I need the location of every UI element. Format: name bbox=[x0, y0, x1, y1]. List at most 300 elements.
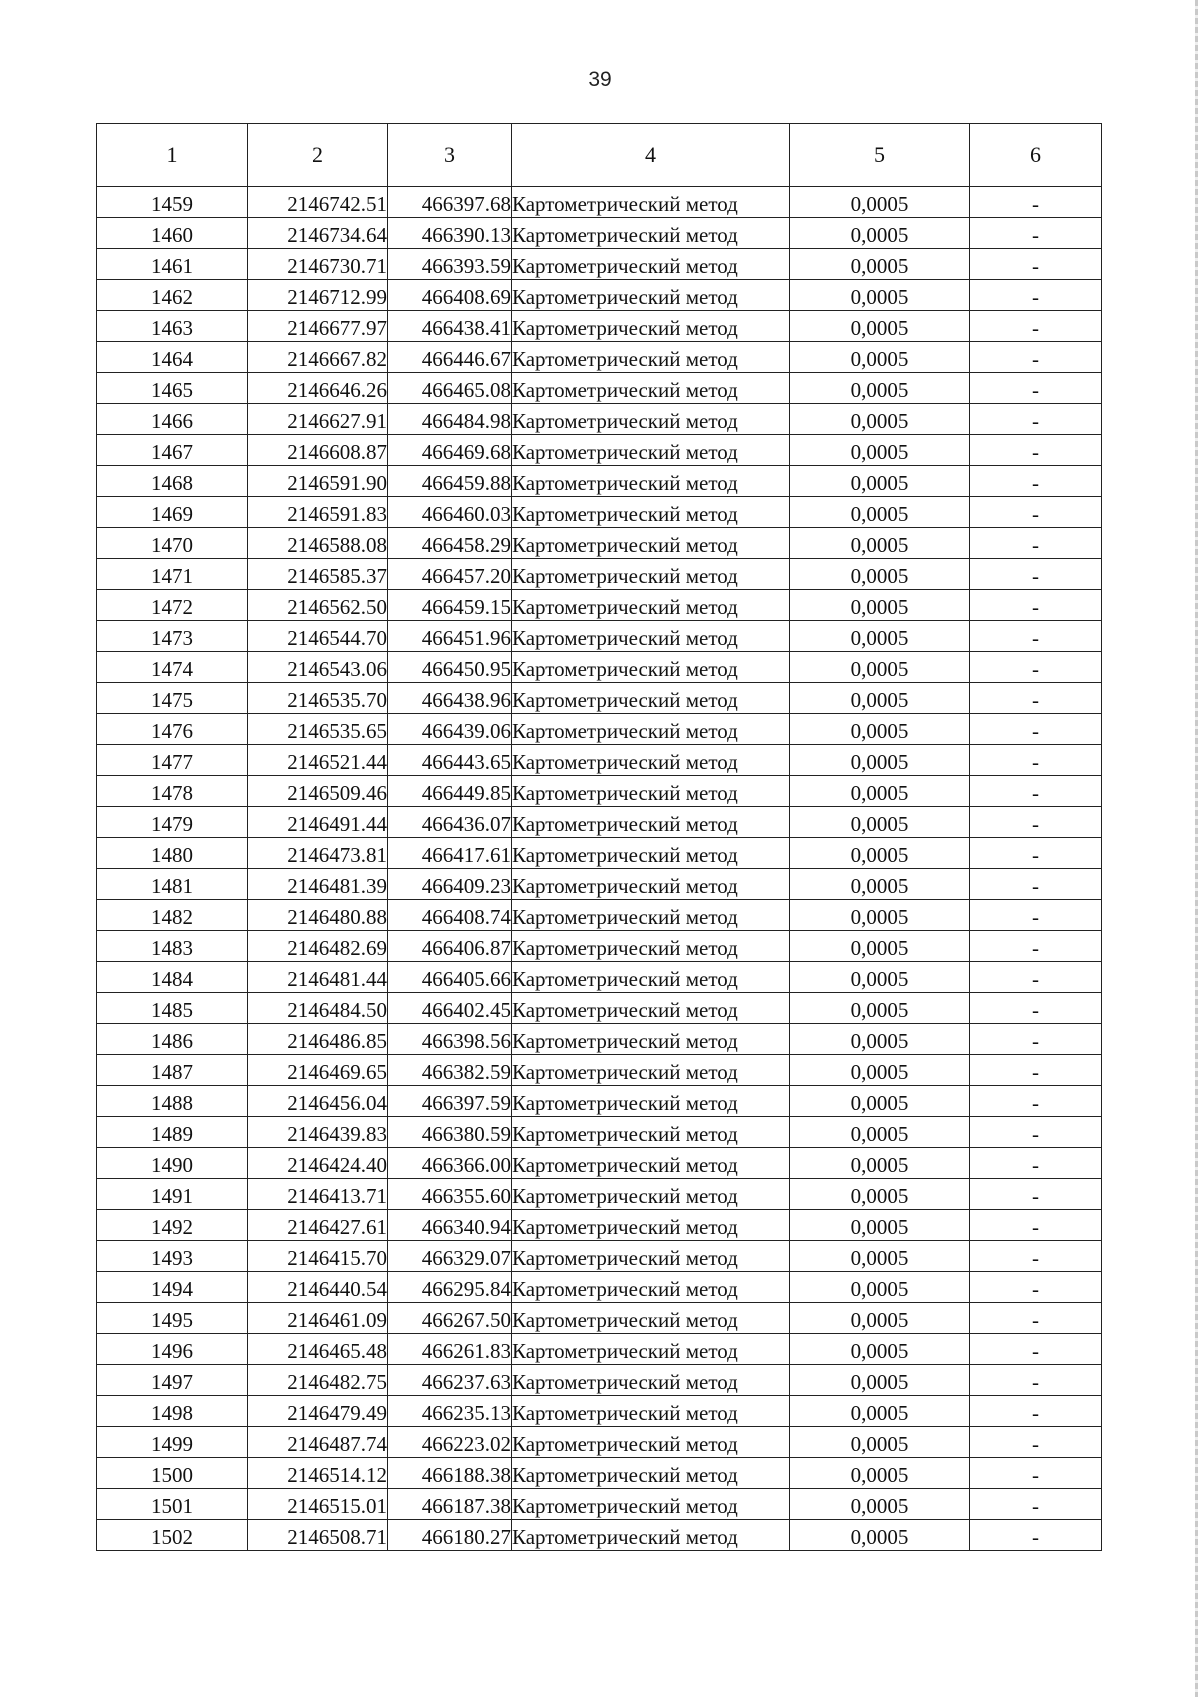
y-coordinate-cell: 466397.68 bbox=[388, 187, 512, 218]
point-number-cell: 1474 bbox=[97, 652, 248, 683]
table-row bbox=[97, 714, 1102, 745]
note-cell: - bbox=[970, 1303, 1102, 1334]
note-cell: - bbox=[970, 218, 1102, 249]
y-coordinate-cell: 466484.98 bbox=[388, 404, 512, 435]
table-row bbox=[97, 466, 1102, 497]
point-number-cell: 1472 bbox=[97, 590, 248, 621]
point-number-cell: 1459 bbox=[97, 187, 248, 218]
note-cell: - bbox=[970, 652, 1102, 683]
accuracy-cell: 0,0005 bbox=[790, 404, 970, 435]
table-row bbox=[97, 1272, 1102, 1303]
point-number-cell: 1470 bbox=[97, 528, 248, 559]
method-cell: Картометрический метод bbox=[512, 1024, 790, 1055]
method-cell: Картометрический метод bbox=[512, 1303, 790, 1334]
method-cell: Картометрический метод bbox=[512, 497, 790, 528]
x-coordinate-cell: 2146591.83 bbox=[248, 497, 388, 528]
table-row bbox=[97, 249, 1102, 280]
table-body bbox=[97, 187, 1102, 1551]
point-number-cell: 1475 bbox=[97, 683, 248, 714]
y-coordinate-cell: 466449.85 bbox=[388, 776, 512, 807]
method-cell: Картометрический метод bbox=[512, 1272, 790, 1303]
x-coordinate-cell: 2146469.65 bbox=[248, 1055, 388, 1086]
accuracy-cell: 0,0005 bbox=[790, 528, 970, 559]
table-row bbox=[97, 435, 1102, 466]
method-cell: Картометрический метод bbox=[512, 373, 790, 404]
method-cell: Картометрический метод bbox=[512, 652, 790, 683]
x-coordinate-cell: 2146461.09 bbox=[248, 1303, 388, 1334]
y-coordinate-cell: 466460.03 bbox=[388, 497, 512, 528]
x-coordinate-cell: 2146667.82 bbox=[248, 342, 388, 373]
table-row bbox=[97, 311, 1102, 342]
x-coordinate-cell: 2146521.44 bbox=[248, 745, 388, 776]
x-coordinate-cell: 2146677.97 bbox=[248, 311, 388, 342]
note-cell: - bbox=[970, 497, 1102, 528]
note-cell: - bbox=[970, 869, 1102, 900]
y-coordinate-cell: 466295.84 bbox=[388, 1272, 512, 1303]
note-cell: - bbox=[970, 404, 1102, 435]
note-cell: - bbox=[970, 1458, 1102, 1489]
y-coordinate-cell: 466469.68 bbox=[388, 435, 512, 466]
x-coordinate-cell: 2146424.40 bbox=[248, 1148, 388, 1179]
x-coordinate-cell: 2146413.71 bbox=[248, 1179, 388, 1210]
x-coordinate-cell: 2146487.74 bbox=[248, 1427, 388, 1458]
table-row bbox=[97, 1117, 1102, 1148]
point-number-cell: 1495 bbox=[97, 1303, 248, 1334]
point-number-cell: 1498 bbox=[97, 1396, 248, 1427]
method-cell: Картометрический метод bbox=[512, 1520, 790, 1551]
point-number-cell: 1480 bbox=[97, 838, 248, 869]
y-coordinate-cell: 466408.74 bbox=[388, 900, 512, 931]
table-row bbox=[97, 1024, 1102, 1055]
x-coordinate-cell: 2146486.85 bbox=[248, 1024, 388, 1055]
x-coordinate-cell: 2146608.87 bbox=[248, 435, 388, 466]
table-row bbox=[97, 497, 1102, 528]
accuracy-cell: 0,0005 bbox=[790, 714, 970, 745]
y-coordinate-cell: 466397.59 bbox=[388, 1086, 512, 1117]
accuracy-cell: 0,0005 bbox=[790, 497, 970, 528]
accuracy-cell: 0,0005 bbox=[790, 466, 970, 497]
x-coordinate-cell: 2146535.65 bbox=[248, 714, 388, 745]
point-number-cell: 1499 bbox=[97, 1427, 248, 1458]
table-row bbox=[97, 838, 1102, 869]
y-coordinate-cell: 466180.27 bbox=[388, 1520, 512, 1551]
accuracy-cell: 0,0005 bbox=[790, 962, 970, 993]
method-cell: Картометрический метод bbox=[512, 218, 790, 249]
accuracy-cell: 0,0005 bbox=[790, 1148, 970, 1179]
method-cell: Картометрический метод bbox=[512, 249, 790, 280]
accuracy-cell: 0,0005 bbox=[790, 373, 970, 404]
accuracy-cell: 0,0005 bbox=[790, 187, 970, 218]
method-cell: Картометрический метод bbox=[512, 869, 790, 900]
x-coordinate-cell: 2146508.71 bbox=[248, 1520, 388, 1551]
note-cell: - bbox=[970, 249, 1102, 280]
note-cell: - bbox=[970, 993, 1102, 1024]
accuracy-cell: 0,0005 bbox=[790, 249, 970, 280]
point-number-cell: 1497 bbox=[97, 1365, 248, 1396]
table-row bbox=[97, 1241, 1102, 1272]
point-number-cell: 1469 bbox=[97, 497, 248, 528]
method-cell: Картометрический метод bbox=[512, 745, 790, 776]
point-number-cell: 1491 bbox=[97, 1179, 248, 1210]
point-number-cell: 1465 bbox=[97, 373, 248, 404]
x-coordinate-cell: 2146627.91 bbox=[248, 404, 388, 435]
note-cell: - bbox=[970, 590, 1102, 621]
table-row bbox=[97, 404, 1102, 435]
table-row bbox=[97, 745, 1102, 776]
y-coordinate-cell: 466187.38 bbox=[388, 1489, 512, 1520]
x-coordinate-cell: 2146440.54 bbox=[248, 1272, 388, 1303]
y-coordinate-cell: 466446.67 bbox=[388, 342, 512, 373]
point-number-cell: 1473 bbox=[97, 621, 248, 652]
accuracy-cell: 0,0005 bbox=[790, 838, 970, 869]
note-cell: - bbox=[970, 1179, 1102, 1210]
table-row bbox=[97, 1396, 1102, 1427]
note-cell: - bbox=[970, 807, 1102, 838]
y-coordinate-cell: 466390.13 bbox=[388, 218, 512, 249]
point-number-cell: 1467 bbox=[97, 435, 248, 466]
accuracy-cell: 0,0005 bbox=[790, 1210, 970, 1241]
point-number-cell: 1487 bbox=[97, 1055, 248, 1086]
accuracy-cell: 0,0005 bbox=[790, 435, 970, 466]
x-coordinate-cell: 2146585.37 bbox=[248, 559, 388, 590]
point-number-cell: 1488 bbox=[97, 1086, 248, 1117]
accuracy-cell: 0,0005 bbox=[790, 1365, 970, 1396]
method-cell: Картометрический метод bbox=[512, 1489, 790, 1520]
method-cell: Картометрический метод bbox=[512, 1334, 790, 1365]
note-cell: - bbox=[970, 1210, 1102, 1241]
point-number-cell: 1492 bbox=[97, 1210, 248, 1241]
table-row bbox=[97, 1458, 1102, 1489]
y-coordinate-cell: 466235.13 bbox=[388, 1396, 512, 1427]
x-coordinate-cell: 2146481.44 bbox=[248, 962, 388, 993]
y-coordinate-cell: 466450.95 bbox=[388, 652, 512, 683]
table-row bbox=[97, 807, 1102, 838]
note-cell: - bbox=[970, 1055, 1102, 1086]
x-coordinate-cell: 2146514.12 bbox=[248, 1458, 388, 1489]
note-cell: - bbox=[970, 311, 1102, 342]
y-coordinate-cell: 466398.56 bbox=[388, 1024, 512, 1055]
point-number-cell: 1486 bbox=[97, 1024, 248, 1055]
y-coordinate-cell: 466436.07 bbox=[388, 807, 512, 838]
y-coordinate-cell: 466459.15 bbox=[388, 590, 512, 621]
table-row bbox=[97, 1365, 1102, 1396]
point-number-cell: 1464 bbox=[97, 342, 248, 373]
accuracy-cell: 0,0005 bbox=[790, 621, 970, 652]
method-cell: Картометрический метод bbox=[512, 1117, 790, 1148]
point-number-cell: 1463 bbox=[97, 311, 248, 342]
method-cell: Картометрический метод bbox=[512, 1086, 790, 1117]
x-coordinate-cell: 2146439.83 bbox=[248, 1117, 388, 1148]
note-cell: - bbox=[970, 435, 1102, 466]
y-coordinate-cell: 466438.96 bbox=[388, 683, 512, 714]
accuracy-cell: 0,0005 bbox=[790, 683, 970, 714]
method-cell: Картометрический метод bbox=[512, 962, 790, 993]
x-coordinate-cell: 2146482.75 bbox=[248, 1365, 388, 1396]
note-cell: - bbox=[970, 776, 1102, 807]
note-cell: - bbox=[970, 280, 1102, 311]
accuracy-cell: 0,0005 bbox=[790, 1024, 970, 1055]
accuracy-cell: 0,0005 bbox=[790, 652, 970, 683]
point-number-cell: 1477 bbox=[97, 745, 248, 776]
point-number-cell: 1468 bbox=[97, 466, 248, 497]
point-number-cell: 1482 bbox=[97, 900, 248, 931]
table-row bbox=[97, 962, 1102, 993]
accuracy-cell: 0,0005 bbox=[790, 1520, 970, 1551]
y-coordinate-cell: 466380.59 bbox=[388, 1117, 512, 1148]
note-cell: - bbox=[970, 528, 1102, 559]
table-row bbox=[97, 342, 1102, 373]
y-coordinate-cell: 466439.06 bbox=[388, 714, 512, 745]
method-cell: Картометрический метод bbox=[512, 993, 790, 1024]
note-cell: - bbox=[970, 1396, 1102, 1427]
x-coordinate-cell: 2146543.06 bbox=[248, 652, 388, 683]
note-cell: - bbox=[970, 621, 1102, 652]
method-cell: Картометрический метод bbox=[512, 528, 790, 559]
x-coordinate-cell: 2146473.81 bbox=[248, 838, 388, 869]
x-coordinate-cell: 2146456.04 bbox=[248, 1086, 388, 1117]
x-coordinate-cell: 2146646.26 bbox=[248, 373, 388, 404]
y-coordinate-cell: 466223.02 bbox=[388, 1427, 512, 1458]
accuracy-cell: 0,0005 bbox=[790, 1458, 970, 1489]
y-coordinate-cell: 466355.60 bbox=[388, 1179, 512, 1210]
x-coordinate-cell: 2146482.69 bbox=[248, 931, 388, 962]
y-coordinate-cell: 466382.59 bbox=[388, 1055, 512, 1086]
y-coordinate-cell: 466237.63 bbox=[388, 1365, 512, 1396]
header-cell: 6 bbox=[970, 124, 1102, 187]
method-cell: Картометрический метод bbox=[512, 187, 790, 218]
x-coordinate-cell: 2146712.99 bbox=[248, 280, 388, 311]
x-coordinate-cell: 2146544.70 bbox=[248, 621, 388, 652]
header-cell: 3 bbox=[388, 124, 512, 187]
table-row bbox=[97, 1427, 1102, 1458]
table-row bbox=[97, 1148, 1102, 1179]
method-cell: Картометрический метод bbox=[512, 559, 790, 590]
note-cell: - bbox=[970, 466, 1102, 497]
table-row bbox=[97, 931, 1102, 962]
accuracy-cell: 0,0005 bbox=[790, 1086, 970, 1117]
point-number-cell: 1471 bbox=[97, 559, 248, 590]
table-row bbox=[97, 559, 1102, 590]
table-row bbox=[97, 280, 1102, 311]
table-row bbox=[97, 218, 1102, 249]
note-cell: - bbox=[970, 1086, 1102, 1117]
accuracy-cell: 0,0005 bbox=[790, 280, 970, 311]
accuracy-cell: 0,0005 bbox=[790, 311, 970, 342]
table-row bbox=[97, 683, 1102, 714]
x-coordinate-cell: 2146515.01 bbox=[248, 1489, 388, 1520]
y-coordinate-cell: 466393.59 bbox=[388, 249, 512, 280]
note-cell: - bbox=[970, 1520, 1102, 1551]
header-cell: 2 bbox=[248, 124, 388, 187]
y-coordinate-cell: 466405.66 bbox=[388, 962, 512, 993]
method-cell: Картометрический метод bbox=[512, 900, 790, 931]
y-coordinate-cell: 466443.65 bbox=[388, 745, 512, 776]
note-cell: - bbox=[970, 683, 1102, 714]
scan-edge-line bbox=[1195, 0, 1198, 1697]
point-number-cell: 1490 bbox=[97, 1148, 248, 1179]
accuracy-cell: 0,0005 bbox=[790, 869, 970, 900]
point-number-cell: 1484 bbox=[97, 962, 248, 993]
x-coordinate-cell: 2146734.64 bbox=[248, 218, 388, 249]
y-coordinate-cell: 466465.08 bbox=[388, 373, 512, 404]
table-row bbox=[97, 1489, 1102, 1520]
accuracy-cell: 0,0005 bbox=[790, 559, 970, 590]
accuracy-cell: 0,0005 bbox=[790, 993, 970, 1024]
accuracy-cell: 0,0005 bbox=[790, 1303, 970, 1334]
note-cell: - bbox=[970, 1024, 1102, 1055]
point-number-cell: 1466 bbox=[97, 404, 248, 435]
page-number: 39 bbox=[588, 68, 612, 91]
x-coordinate-cell: 2146484.50 bbox=[248, 993, 388, 1024]
table-row bbox=[97, 900, 1102, 931]
table-row bbox=[97, 1303, 1102, 1334]
method-cell: Картометрический метод bbox=[512, 621, 790, 652]
table-row bbox=[97, 621, 1102, 652]
x-coordinate-cell: 2146465.48 bbox=[248, 1334, 388, 1365]
table-row bbox=[97, 1179, 1102, 1210]
x-coordinate-cell: 2146415.70 bbox=[248, 1241, 388, 1272]
x-coordinate-cell: 2146509.46 bbox=[248, 776, 388, 807]
note-cell: - bbox=[970, 714, 1102, 745]
method-cell: Картометрический метод bbox=[512, 776, 790, 807]
table-row bbox=[97, 590, 1102, 621]
x-coordinate-cell: 2146562.50 bbox=[248, 590, 388, 621]
table-row bbox=[97, 1086, 1102, 1117]
x-coordinate-cell: 2146588.08 bbox=[248, 528, 388, 559]
y-coordinate-cell: 466409.23 bbox=[388, 869, 512, 900]
y-coordinate-cell: 466438.41 bbox=[388, 311, 512, 342]
point-number-cell: 1461 bbox=[97, 249, 248, 280]
point-number-cell: 1483 bbox=[97, 931, 248, 962]
point-number-cell: 1478 bbox=[97, 776, 248, 807]
method-cell: Картометрический метод bbox=[512, 1210, 790, 1241]
y-coordinate-cell: 466402.45 bbox=[388, 993, 512, 1024]
note-cell: - bbox=[970, 1241, 1102, 1272]
y-coordinate-cell: 466267.50 bbox=[388, 1303, 512, 1334]
x-coordinate-cell: 2146591.90 bbox=[248, 466, 388, 497]
accuracy-cell: 0,0005 bbox=[790, 218, 970, 249]
accuracy-cell: 0,0005 bbox=[790, 900, 970, 931]
y-coordinate-cell: 466406.87 bbox=[388, 931, 512, 962]
accuracy-cell: 0,0005 bbox=[790, 590, 970, 621]
note-cell: - bbox=[970, 1427, 1102, 1458]
note-cell: - bbox=[970, 559, 1102, 590]
accuracy-cell: 0,0005 bbox=[790, 1179, 970, 1210]
point-number-cell: 1493 bbox=[97, 1241, 248, 1272]
header-cell: 1 bbox=[97, 124, 248, 187]
method-cell: Картометрический метод bbox=[512, 683, 790, 714]
method-cell: Картометрический метод bbox=[512, 1396, 790, 1427]
table-row bbox=[97, 187, 1102, 218]
point-number-cell: 1476 bbox=[97, 714, 248, 745]
y-coordinate-cell: 466366.00 bbox=[388, 1148, 512, 1179]
x-coordinate-cell: 2146481.39 bbox=[248, 869, 388, 900]
y-coordinate-cell: 466408.69 bbox=[388, 280, 512, 311]
point-number-cell: 1485 bbox=[97, 993, 248, 1024]
x-coordinate-cell: 2146742.51 bbox=[248, 187, 388, 218]
note-cell: - bbox=[970, 1489, 1102, 1520]
y-coordinate-cell: 466457.20 bbox=[388, 559, 512, 590]
note-cell: - bbox=[970, 931, 1102, 962]
method-cell: Картометрический метод bbox=[512, 1458, 790, 1489]
point-number-cell: 1494 bbox=[97, 1272, 248, 1303]
note-cell: - bbox=[970, 1117, 1102, 1148]
note-cell: - bbox=[970, 187, 1102, 218]
table-row bbox=[97, 1520, 1102, 1551]
accuracy-cell: 0,0005 bbox=[790, 1334, 970, 1365]
note-cell: - bbox=[970, 900, 1102, 931]
point-number-cell: 1481 bbox=[97, 869, 248, 900]
table-row bbox=[97, 776, 1102, 807]
accuracy-cell: 0,0005 bbox=[790, 1117, 970, 1148]
y-coordinate-cell: 466459.88 bbox=[388, 466, 512, 497]
table-row bbox=[97, 869, 1102, 900]
method-cell: Картометрический метод bbox=[512, 590, 790, 621]
note-cell: - bbox=[970, 342, 1102, 373]
method-cell: Картометрический метод bbox=[512, 931, 790, 962]
table-row bbox=[97, 652, 1102, 683]
method-cell: Картометрический метод bbox=[512, 838, 790, 869]
point-number-cell: 1460 bbox=[97, 218, 248, 249]
x-coordinate-cell: 2146427.61 bbox=[248, 1210, 388, 1241]
method-cell: Картометрический метод bbox=[512, 404, 790, 435]
y-coordinate-cell: 466451.96 bbox=[388, 621, 512, 652]
table-header-row bbox=[97, 124, 1102, 187]
table-row bbox=[97, 1334, 1102, 1365]
x-coordinate-cell: 2146479.49 bbox=[248, 1396, 388, 1427]
note-cell: - bbox=[970, 373, 1102, 404]
header-cell: 5 bbox=[790, 124, 970, 187]
accuracy-cell: 0,0005 bbox=[790, 1489, 970, 1520]
coordinates-table bbox=[96, 123, 1102, 1551]
note-cell: - bbox=[970, 1334, 1102, 1365]
accuracy-cell: 0,0005 bbox=[790, 342, 970, 373]
point-number-cell: 1479 bbox=[97, 807, 248, 838]
method-cell: Картометрический метод bbox=[512, 280, 790, 311]
accuracy-cell: 0,0005 bbox=[790, 807, 970, 838]
table-row bbox=[97, 993, 1102, 1024]
y-coordinate-cell: 466340.94 bbox=[388, 1210, 512, 1241]
accuracy-cell: 0,0005 bbox=[790, 776, 970, 807]
note-cell: - bbox=[970, 962, 1102, 993]
method-cell: Картометрический метод bbox=[512, 1241, 790, 1272]
table-row bbox=[97, 1055, 1102, 1086]
method-cell: Картометрический метод bbox=[512, 807, 790, 838]
note-cell: - bbox=[970, 1148, 1102, 1179]
note-cell: - bbox=[970, 1365, 1102, 1396]
method-cell: Картометрический метод bbox=[512, 1179, 790, 1210]
method-cell: Картометрический метод bbox=[512, 311, 790, 342]
y-coordinate-cell: 466458.29 bbox=[388, 528, 512, 559]
method-cell: Картометрический метод bbox=[512, 466, 790, 497]
point-number-cell: 1502 bbox=[97, 1520, 248, 1551]
accuracy-cell: 0,0005 bbox=[790, 1427, 970, 1458]
y-coordinate-cell: 466417.61 bbox=[388, 838, 512, 869]
x-coordinate-cell: 2146730.71 bbox=[248, 249, 388, 280]
x-coordinate-cell: 2146535.70 bbox=[248, 683, 388, 714]
note-cell: - bbox=[970, 838, 1102, 869]
x-coordinate-cell: 2146491.44 bbox=[248, 807, 388, 838]
point-number-cell: 1496 bbox=[97, 1334, 248, 1365]
point-number-cell: 1489 bbox=[97, 1117, 248, 1148]
method-cell: Картометрический метод bbox=[512, 714, 790, 745]
method-cell: Картометрический метод bbox=[512, 435, 790, 466]
method-cell: Картометрический метод bbox=[512, 342, 790, 373]
method-cell: Картометрический метод bbox=[512, 1148, 790, 1179]
header-cell: 4 bbox=[512, 124, 790, 187]
accuracy-cell: 0,0005 bbox=[790, 745, 970, 776]
method-cell: Картометрический метод bbox=[512, 1055, 790, 1086]
